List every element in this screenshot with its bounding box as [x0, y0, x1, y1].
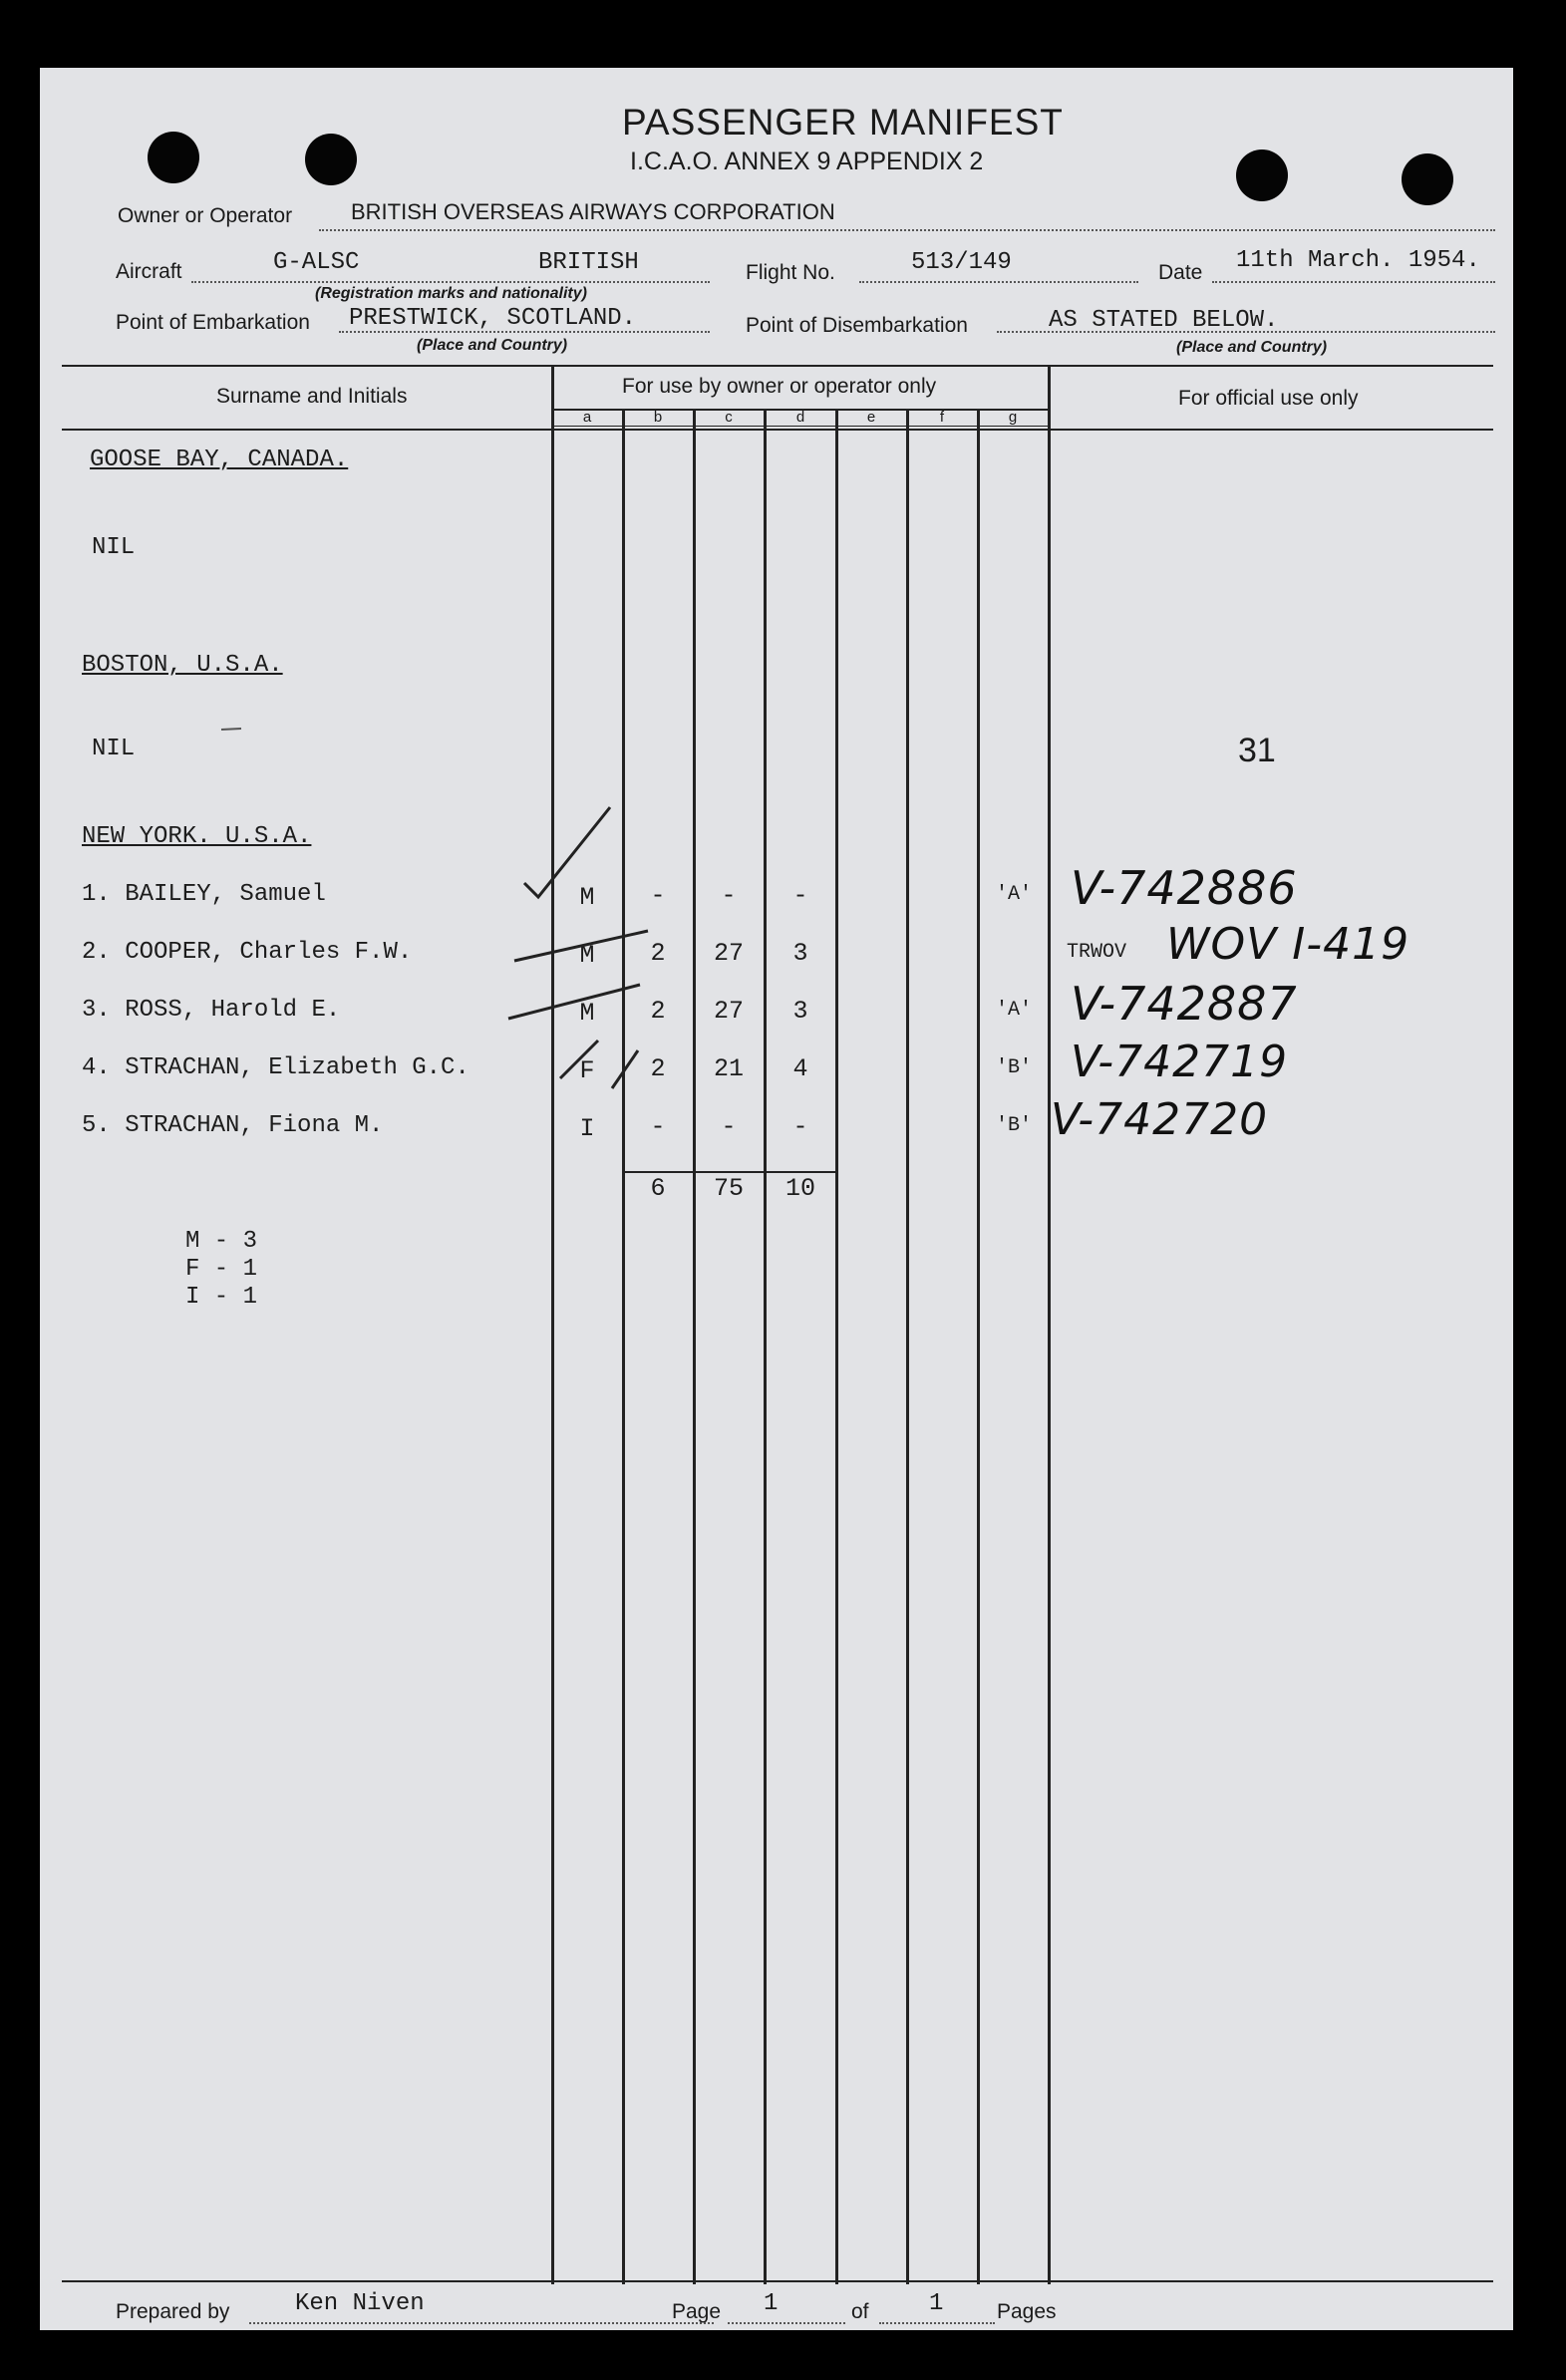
passenger-cell-d: 3	[792, 939, 808, 968]
embarkation-value: PRESTWICK, SCOTLAND.	[349, 305, 637, 332]
passenger-cell-d: 3	[792, 997, 808, 1026]
official-handwritten-number: V-742719	[1071, 1037, 1289, 1087]
prepared-by-value: Ken Niven	[295, 2290, 425, 2317]
column-header-c: c	[725, 409, 733, 426]
operator-value: BRITISH OVERSEAS AIRWAYS CORPORATION	[351, 199, 835, 224]
page-number: 1	[764, 2290, 779, 2317]
passenger-cell-a: M	[579, 941, 595, 970]
pages-dotted-line	[879, 2322, 995, 2324]
document-subtitle: I.C.A.O. ANNEX 9 APPENDIX 2	[630, 148, 984, 175]
embarkation-caption: (Place and Country)	[417, 337, 568, 354]
flight-label: Flight No.	[746, 261, 835, 284]
passenger-cell-a: F	[579, 1056, 595, 1085]
of-label: of	[851, 2300, 869, 2323]
pages-total: 1	[929, 2290, 944, 2317]
passenger-cell-a: M	[579, 883, 595, 912]
column-header-g: g	[1008, 409, 1018, 426]
official-handwritten-number: WOV I-419	[1166, 919, 1410, 970]
disembarkation-value: AS STATED BELOW.	[1049, 307, 1279, 334]
section-heading-boston: BOSTON, U.S.A.	[82, 652, 283, 679]
tick-mark	[514, 931, 648, 961]
footer-rule	[62, 2280, 1493, 2282]
surname-header: Surname and Initials	[216, 385, 408, 408]
passenger-name: 5. STRACHAN, Fiona M.	[82, 1112, 384, 1139]
passenger-cell-c: 27	[713, 939, 744, 968]
passenger-cell-g: 'A'	[995, 883, 1032, 906]
passenger-cell-b: 2	[650, 1054, 666, 1083]
section-heading-new-york: NEW YORK. U.S.A.	[82, 823, 312, 850]
totals-rule	[624, 1171, 835, 1173]
summary-line: M - 3	[185, 1228, 258, 1255]
stray-mark	[221, 729, 241, 730]
aircraft-label: Aircraft	[116, 260, 182, 283]
tick-mark	[560, 1041, 598, 1078]
column-header-d: d	[795, 409, 805, 426]
aircraft-caption: (Registration marks and nationality)	[315, 285, 587, 302]
page-dotted-line	[728, 2322, 845, 2324]
document-title: PASSENGER MANIFEST	[622, 102, 1064, 143]
official-handwritten-number: V-742720	[1051, 1094, 1269, 1145]
owner-use-header: For use by owner or operator only	[622, 375, 937, 398]
passenger-name: 4. STRACHAN, Elizabeth G.C.	[82, 1054, 470, 1081]
aircraft-registration: G-ALSC	[273, 249, 360, 276]
column-header-a: a	[582, 409, 592, 426]
passenger-cell-a: I	[579, 1114, 595, 1143]
date-label: Date	[1158, 261, 1203, 284]
manifest-sheet	[40, 68, 1513, 2330]
official-typed-note: TRWOV	[1067, 941, 1127, 964]
pages-label: Pages	[997, 2300, 1057, 2323]
section-heading-goose-bay: GOOSE BAY, CANADA.	[90, 446, 349, 473]
passenger-cell-b: 2	[650, 939, 666, 968]
total-cell-c: 75	[713, 1174, 744, 1203]
section-note-goose-bay: NIL	[92, 534, 136, 561]
disembarkation-caption: (Place and Country)	[1176, 339, 1328, 356]
passenger-cell-c: 21	[713, 1054, 744, 1083]
passenger-cell-c: 27	[713, 997, 744, 1026]
passenger-cell-d: -	[792, 1112, 808, 1141]
official-handwritten-number: V-742886	[1071, 861, 1298, 915]
passenger-name: 2. COOPER, Charles F.W.	[82, 939, 413, 966]
passenger-cell-d: -	[792, 881, 808, 910]
passenger-cell-d: 4	[792, 1054, 808, 1083]
column-header-b: b	[653, 409, 663, 426]
passenger-name: 1. BAILEY, Samuel	[82, 881, 326, 908]
column-header-e: e	[866, 409, 876, 426]
page-label: Page	[672, 2300, 722, 2323]
tick-mark	[612, 1050, 638, 1088]
disembarkation-label: Point of Disembarkation	[746, 314, 968, 337]
section-note-boston: NIL	[92, 736, 136, 762]
prepared-by-label: Prepared by	[116, 2300, 230, 2323]
passenger-cell-c: -	[721, 881, 737, 910]
passenger-cell-c: -	[721, 1112, 737, 1141]
operator-label: Owner or Operator	[118, 204, 293, 227]
passenger-cell-b: 2	[650, 997, 666, 1026]
official-use-header: For official use only	[1178, 387, 1359, 410]
passenger-cell-b: -	[650, 881, 666, 910]
official-count: 31	[1238, 732, 1276, 769]
embarkation-label: Point of Embarkation	[116, 311, 310, 334]
total-cell-d: 10	[784, 1174, 815, 1203]
prepared-by-dotted-line	[249, 2322, 714, 2324]
flight-number: 513/149	[911, 249, 1012, 276]
column-header-f: f	[939, 409, 945, 426]
summary-line: I - 1	[185, 1284, 258, 1311]
passenger-cell-b: -	[650, 1112, 666, 1141]
passenger-cell-g: 'B'	[995, 1056, 1032, 1079]
summary-line: F - 1	[185, 1256, 258, 1283]
tick-mark	[508, 985, 640, 1019]
date-value: 11th March. 1954.	[1236, 247, 1480, 274]
total-cell-b: 6	[650, 1174, 666, 1203]
aircraft-nationality: BRITISH	[538, 249, 639, 276]
passenger-cell-g: 'B'	[995, 1114, 1032, 1137]
passenger-cell-a: M	[579, 999, 595, 1028]
passenger-name: 3. ROSS, Harold E.	[82, 997, 341, 1024]
tick-mark	[524, 807, 610, 897]
official-handwritten-number: V-742887	[1071, 977, 1298, 1031]
handwritten-tick-marks	[40, 68, 1513, 2330]
passenger-cell-g: 'A'	[995, 999, 1032, 1022]
